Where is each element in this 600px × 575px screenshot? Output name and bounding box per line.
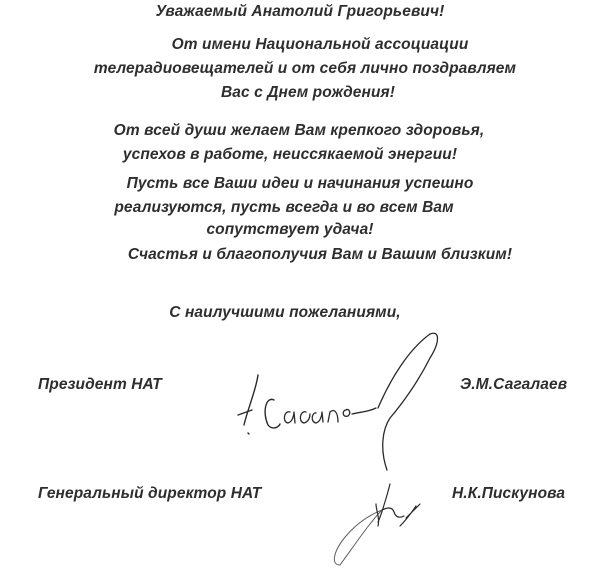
- signatory-name: Н.К.Пискунова: [452, 485, 566, 502]
- salutation: Уважаемый Анатолий Григорьевич!: [155, 3, 445, 20]
- closing-phrase: С наилучшими пожеланиями,: [169, 304, 401, 321]
- paragraph-line: реализуются, пусть всегда и во всем Вам: [114, 199, 454, 216]
- paragraph-line: успехов в работе, неиссякаемой энергии!: [122, 146, 458, 163]
- paragraph-line: От имени Национальной ассоциации: [171, 36, 469, 53]
- paragraph-line: сопутствует удача!: [206, 221, 374, 238]
- paragraph-line: От всей души желаем Вам крепкого здоровья,: [113, 122, 485, 139]
- handwritten-signature-icon: [230, 330, 450, 480]
- paragraph-line: Вас с Днем рождения!: [220, 84, 396, 101]
- signatory-name: Э.М.Сагалаев: [460, 376, 568, 393]
- paragraph-line: Пусть все Ваши идеи и начинания успешно: [126, 175, 474, 192]
- signatory-title: Генеральный директор НАТ: [38, 485, 262, 502]
- signatory-title: Президент НАТ: [38, 376, 162, 393]
- paragraph-line: Счастья и благополучия Вам и Вашим близким!: [127, 246, 513, 263]
- handwritten-signature-icon: [320, 470, 440, 575]
- paragraph-line: телерадиовещателей и от себя лично поздравляем: [93, 60, 517, 77]
